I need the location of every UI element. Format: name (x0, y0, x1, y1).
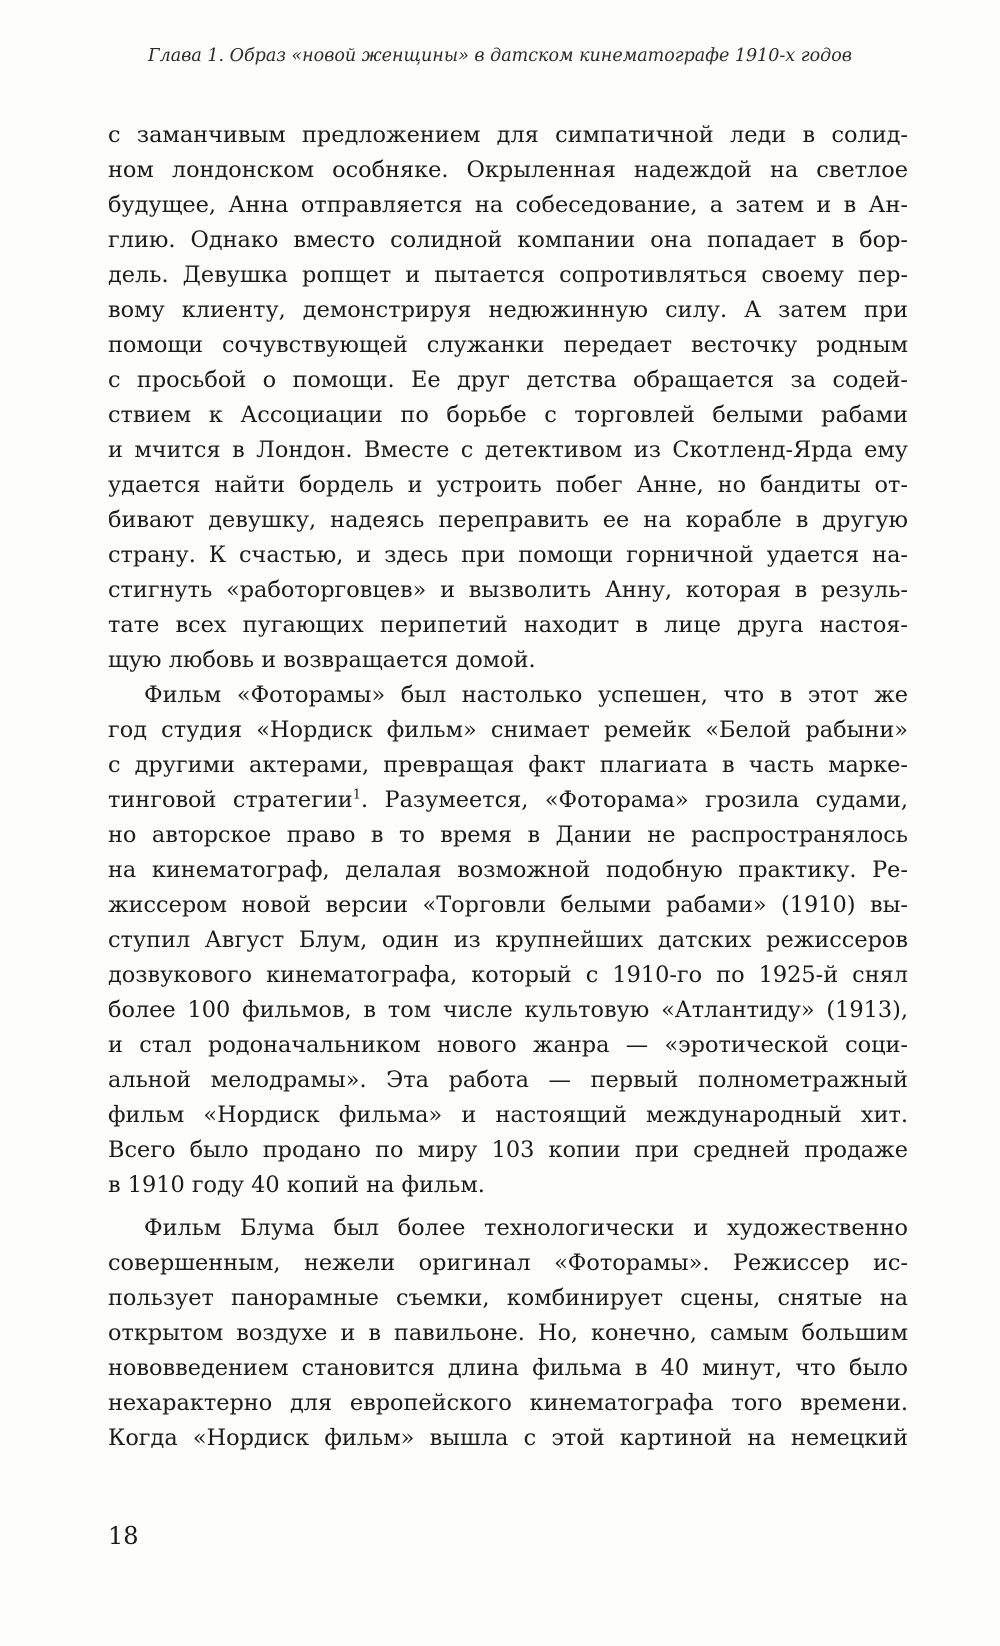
page-number: 18 (108, 1522, 139, 1550)
text-line: бивают девушку, надеясь переправить ее на корабле в другую (108, 507, 908, 533)
body-text (108, 118, 908, 1456)
text-line-with-footnote (108, 783, 908, 818)
text-line: нововведением становится длина фильма в 40 минут, что было (108, 1355, 908, 1381)
text-line: альной мелодрамы». Эта работа — первый полнометражный (108, 1067, 908, 1093)
text-line: помощи сочувствующей служанки передает весточку родным (108, 332, 908, 358)
text-line: на кинематограф, делалая возможной подобную практику. Ре- (108, 857, 908, 883)
text-line: и мчится в Лондон. Вместе с детективом из Скотленд-Ярда ему (108, 437, 908, 463)
text-line-start: тинговой стратегии (108, 787, 353, 813)
paragraph-1 (108, 118, 908, 678)
text-line: стигнуть «работорговцев» и вызволить Анну, которая в резуль- (108, 577, 908, 603)
text-line: открытом воздухе и в павильоне. Но, конечно, самым большим (108, 1320, 908, 1346)
text-line: Фильм Блума был более технологически и художественно (144, 1215, 908, 1241)
text-line: год студия «Нордиск фильм» снимает ремейк «Белой рабыни» (108, 717, 908, 743)
running-header: Глава 1. Образ «новой женщины» в датском кинематографе 1910-х годов (148, 46, 852, 66)
text-line: вому клиенту, демонстрируя недюжинную силу. А затем при (108, 297, 908, 323)
text-line: ступил Август Блум, один из крупнейших датских режиссеров (108, 927, 908, 953)
text-line: более 100 фильмов, в том числе культовую «Атлантиду» (1913), (108, 997, 908, 1023)
text-line: щую любовь и возвращается домой. (108, 647, 536, 673)
paragraph-2 (108, 678, 908, 1203)
text-line: Когда «Нордиск фильм» вышла с этой картиной на немецкий (108, 1425, 908, 1451)
text-line: совершенным, нежели оригинал «Фоторамы». Режиссер ис- (108, 1250, 908, 1276)
text-line: страну. К счастью, и здесь при помощи горничной удается на- (108, 542, 908, 568)
text-line: Всего было продано по миру 103 копии при средней продаже (108, 1137, 908, 1163)
text-line: дель. Девушка ропщет и пытается сопротивляться своему пер- (108, 262, 908, 288)
footnote-marker[interactable]: 1 (352, 787, 361, 803)
text-line: Фильм «Фоторамы» был настолько успешен, что в этот же (144, 682, 908, 708)
text-line: пользует панорамные съемки, комбинирует сцены, снятые на (108, 1285, 908, 1311)
text-line: жиссером новой версии «Торговли белыми рабами» (1910) вы- (108, 892, 908, 918)
text-line: с другими актерами, превращая факт плагиата в часть марке- (108, 752, 908, 778)
text-line: удается найти бордель и устроить побег Анне, но бандиты от- (108, 472, 908, 498)
text-line: нехарактерно для европейского кинематографа того времени. (108, 1390, 908, 1416)
text-line: но авторское право в то время в Дании не распространялось (108, 822, 908, 848)
text-line: с заманчивым предложением для симпатичной леди в солид- (108, 122, 908, 148)
text-line: и стал родоначальником нового жанра — «эротической соци- (108, 1032, 908, 1058)
text-line: дозвукового кинематографа, который с 1910-го по 1925-й снял (108, 962, 908, 988)
text-line: глию. Однако вместо солидной компании она попадает в бор- (108, 227, 908, 253)
text-line-end: . Разумеется, «Фоторама» грозила судами, (360, 787, 908, 813)
paragraph-3 (108, 1211, 908, 1456)
text-line: с просьбой о помощи. Ее друг детства обращается за содей- (108, 367, 908, 393)
text-line: в 1910 году 40 копий на фильм. (108, 1172, 485, 1198)
text-line: ном лондонском особняке. Окрыленная надеждой на светлое (108, 157, 908, 183)
text-line: тате всех пугающих перипетий находит в лице друга настоя- (108, 612, 908, 638)
text-line: ствием к Ассоциации по борьбе с торговлей белыми рабами (108, 402, 908, 428)
text-line: фильм «Нордиск фильма» и настоящий международный хит. (108, 1102, 908, 1128)
text-line: будущее, Анна отправляется на собеседование, а затем и в Ан- (108, 192, 908, 218)
